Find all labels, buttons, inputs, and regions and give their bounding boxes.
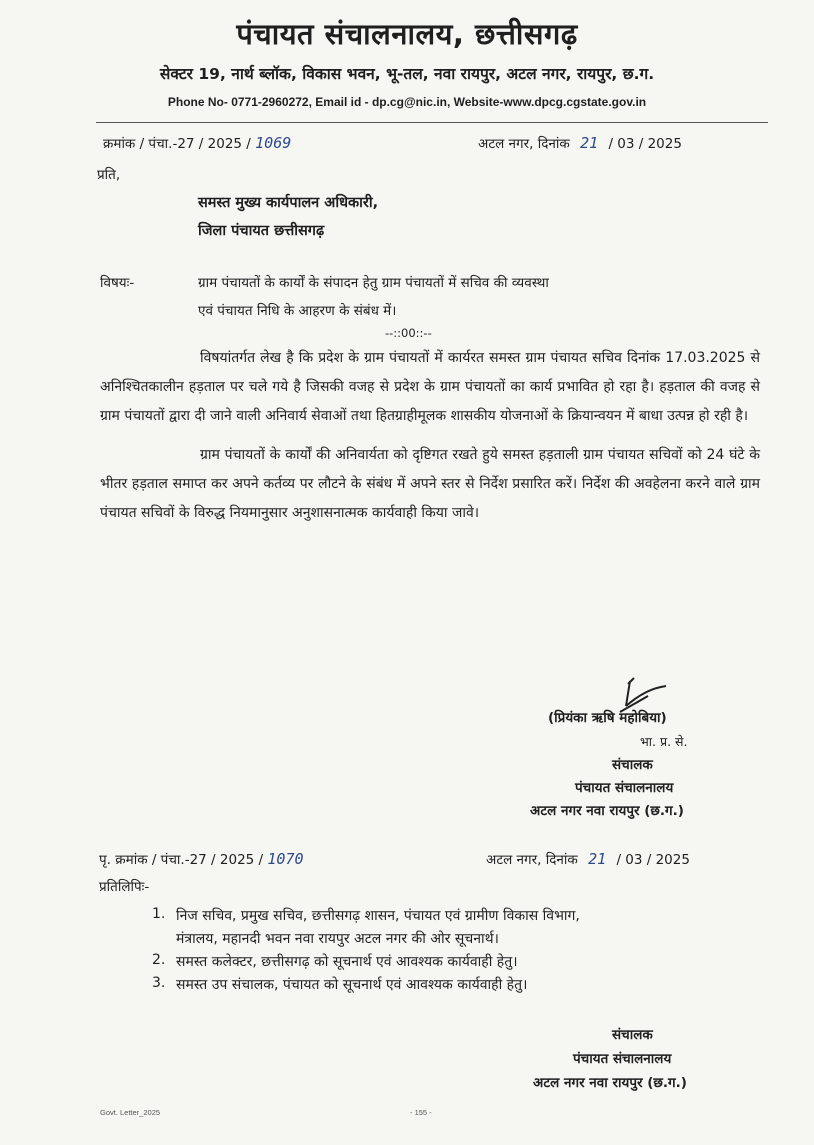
signatory-office: पंचायत संचालनालय — [575, 780, 674, 796]
contact-line: Phone No- 0771-2960272, Email id - dp.cg@nic.in, Website-www.dpcg.cgstate.gov.in — [167, 95, 647, 109]
header-divider — [96, 122, 768, 123]
subject-line-2: एवं पंचायत निधि के आहरण के संबंध में। — [198, 303, 397, 319]
endorsement-reference: पृ. क्रमांक / पंचा.-27 / 2025 / 1070 — [99, 850, 304, 868]
signatory-location-2: अटल नगर नवा रायपुर (छ.ग.) — [533, 1075, 687, 1091]
signatory-name: (प्रियंका ऋषि महोबिया) — [548, 710, 667, 726]
reference-number: क्रमांक / पंचा.-27 / 2025 / 1069 — [103, 134, 292, 152]
to-label: प्रति, — [97, 167, 121, 183]
signatory-office-2: पंचायत संचालनालय — [573, 1051, 672, 1067]
letter-date: अटल नगर, दिनांक 21 / 03 / 2025 — [478, 134, 682, 152]
signatory-location: अटल नगर नवा रायपुर (छ.ग.) — [530, 803, 684, 819]
recipient-line-2: जिला पंचायत छत्तीसगढ़ — [198, 223, 325, 239]
copy-item-number: 1. — [152, 906, 166, 922]
copy-item-text: निज सचिव, प्रमुख सचिव, छत्तीसगढ़ शासन, पंचायत एवं ग्रामीण विकास विभाग, — [176, 908, 580, 924]
signatory-service: भा. प्र. से. — [640, 734, 688, 749]
copy-item-text: समस्त उप संचालक, पंचायत को सूचनार्थ एवं आवश्यक कार्यवाही हेतु। — [176, 977, 528, 993]
subject-label: विषयः- — [100, 275, 135, 291]
copy-item-text: मंत्रालय, महानदी भवन नवा रायपुर अटल नगर की ओर सूचनार्थ। — [176, 931, 499, 947]
copy-item-text: समस्त कलेक्टर, छत्तीसगढ़ को सूचनार्थ एवं आवश्यक कार्यवाही हेतु। — [176, 954, 518, 970]
department-title: पंचायत संचालनालय, छत्तीसगढ़ — [236, 17, 578, 51]
body-paragraph-2: ग्राम पंचायतों के कार्यों की अनिवार्यता को दृष्टिगत रखते हुये समस्त हड़ताली ग्राम पंचायत सचिवों को 24 घंटे के भीतर हड़ताल समाप्त कर अपने कर्तव्य पर लौटने के संबंध में अपने स्तर से निर्देश प्रसारित करें। निर्देश की अवहेलना करने वाले ग्राम पंचायत सचिवों के विरुद्ध नियमानुसार अनुशासनात्मक कार्यवाही किया जावे। — [100, 447, 760, 521]
handwritten-endorsement-number: 1070 — [267, 850, 304, 868]
recipient-line-1: समस्त मुख्य कार्यपालन अधिकारी, — [198, 195, 379, 211]
office-address: सेक्टर 19, नार्थ ब्लॉक, विकास भवन, भू-तल, नवा रायपुर, अटल नगर, रायपुर, छ.ग. — [159, 65, 655, 83]
signatory-designation: संचालक — [612, 757, 653, 773]
page-number: - 155 - — [410, 1108, 432, 1117]
copy-to-label: प्रतिलिपिः- — [99, 879, 150, 895]
copy-item-number: 2. — [152, 952, 166, 968]
body-paragraph-1: विषयांतर्गत लेख है कि प्रदेश के ग्राम पंचायतों में कार्यरत समस्त ग्राम पंचायत सचिव दिनांक 17.03.2025 से अनिश्चितकालीन हड़ताल पर चले गये है जिसकी वजह से प्रदेश के ग्राम पंचायतों का कार्य प्रभावित हो रहा है। हड़ताल की वजह से ग्राम पंचायतों द्वारा दी जाने वाली अनिवार्य सेवाओं तथा हितग्राहीमूलक शासकीय योजनाओं के क्रियान्वयन में बाधा उत्पन्न हो रही है। — [100, 350, 760, 424]
subject-line-1: ग्राम पंचायतों के कार्यों के संपादन हेतु ग्राम पंचायतों में सचिव की व्यवस्था — [198, 275, 549, 291]
handwritten-ref-number: 1069 — [255, 134, 292, 152]
endorsement-date: अटल नगर, दिनांक 21 / 03 / 2025 — [486, 850, 690, 868]
separator: --::00::-- — [385, 326, 432, 340]
handwritten-date-day: 21 — [580, 134, 599, 152]
copy-item-number: 3. — [152, 975, 166, 991]
handwritten-endorsement-day: 21 — [588, 850, 607, 868]
signatory-designation-2: संचालक — [612, 1027, 653, 1043]
footer-label: Govt. Letter_2025 — [100, 1108, 161, 1117]
letter-body — [100, 344, 760, 528]
